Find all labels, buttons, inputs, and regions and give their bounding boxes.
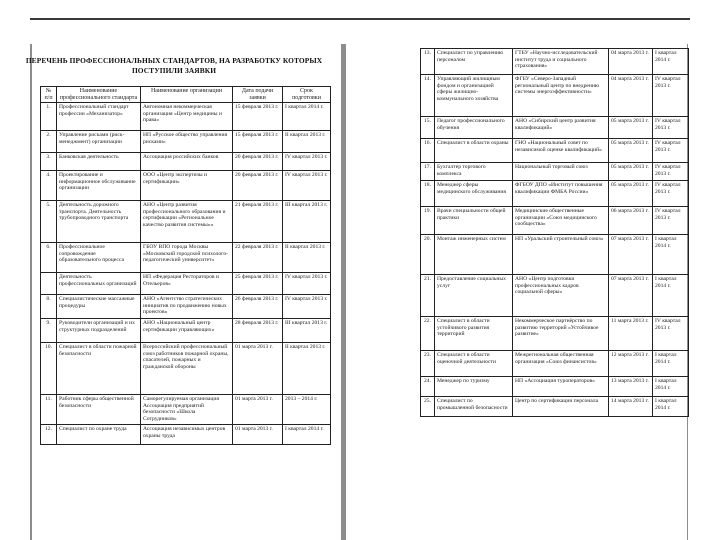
row-org: Всероссийский профессиональный союз работников пожарной охраны, спасателей, пожарных и гражданской обороны — [141, 343, 233, 395]
row-date: 06 марта 2013 г. — [609, 207, 653, 235]
row-name: Специалист в области устойчивого развития территорий — [435, 317, 513, 351]
table-row — [421, 49, 689, 75]
row-num: 17. — [421, 163, 435, 181]
table-row — [41, 395, 331, 425]
row-num: 23. — [421, 351, 435, 377]
row-num: 16. — [421, 139, 435, 163]
row-date: 01 марта 2013 г. — [233, 343, 283, 395]
row-date: 21 февраля 2013 г. — [233, 201, 283, 243]
row-org: ФГБОУ ДПО «Институт повышения квалификации ФМБА России» — [513, 181, 609, 207]
row-num: 4. — [41, 171, 57, 201]
row-name: Специалист в области охраны — [435, 139, 513, 163]
row-org: Национальный торговый союз — [513, 163, 609, 181]
row-term: IV квартал 2013 г. — [283, 273, 331, 295]
row-date: 07 марта 2013 г. — [609, 235, 653, 275]
row-name: Предоставление социальных услуг — [435, 275, 513, 317]
row-org: Ассоциация российских банков — [141, 153, 233, 171]
row-org: ООО «Центр экспертизы и сертификации» — [141, 171, 233, 201]
row-term: III квартал 2013 г. — [283, 319, 331, 343]
row-term: II квартал 2013 г. — [283, 131, 331, 153]
document-title: ПЕРЕЧЕНЬ ПРОФЕССИОНАЛЬНЫХ СТАНДАРТОВ, НА РАЗРАБОТКУ КОТОРЫХ ПОСТУПИЛИ ЗАЯВКИ — [25, 56, 323, 75]
row-org: Медицинские общественные организации «Союз медицинского сообщества» — [513, 207, 609, 235]
table-row — [421, 139, 689, 163]
row-num: 9. — [41, 319, 57, 343]
row-org: АНО «Агентство стратегических инициатив по продвижению новых проектов» — [141, 295, 233, 319]
row-num — [41, 273, 57, 295]
row-num: 8. — [41, 295, 57, 319]
table-row — [421, 117, 689, 139]
row-name: Педагог профессионального обучения — [435, 117, 513, 139]
row-org: ГБОУ ВПО города Москвы «Московский городской психолого-педагогический университет» — [141, 243, 233, 273]
row-org: НП «Ассоциация туроператоров» — [513, 377, 609, 397]
left-table-body — [41, 103, 331, 445]
row-num: 2. — [41, 131, 57, 153]
row-name: Профессиональный стандарт профессии «Механизатор» — [57, 103, 141, 131]
row-term: IV квартал 2013 г. — [283, 295, 331, 319]
row-num: 15. — [421, 117, 435, 139]
row-num: 21. — [421, 275, 435, 317]
row-name: Проектирование и информационное обслуживание организации — [57, 171, 141, 201]
row-date: 05 марта 2013 г. — [609, 163, 653, 181]
table-row — [421, 75, 689, 117]
toolbar-divider — [30, 18, 690, 20]
row-name: Менеджер по туризму — [435, 377, 513, 397]
row-name: Бухгалтер торгового комплекса — [435, 163, 513, 181]
table-row — [421, 207, 689, 235]
right-standards-table — [420, 48, 689, 417]
table-row — [41, 171, 331, 201]
row-num: 13. — [421, 49, 435, 75]
row-num: 3. — [41, 153, 57, 171]
row-org: ГНО «Национальный совет по независимой оценке квалификаций» — [513, 139, 609, 163]
row-name: Монтаж инженерных систем — [435, 235, 513, 275]
table-row — [421, 317, 689, 351]
row-date: 05 марта 2013 г. — [609, 117, 653, 139]
table-row — [421, 181, 689, 207]
row-org: АНО «Центр подготовки профессиональных кадров социальной сферы» — [513, 275, 609, 317]
row-org: Саморегулируемая организация Ассоциация предприятий безопасности «Школа Сотрудников» — [141, 395, 233, 425]
row-date: 26 февраля 2013 г. — [233, 295, 283, 319]
row-term: IV квартал 2013 г. — [653, 139, 689, 163]
row-name: Деятельность профессиональных организаций — [57, 273, 141, 295]
row-date: 04 марта 2013 г. — [609, 49, 653, 75]
table-row — [421, 377, 689, 397]
row-num: 14. — [421, 75, 435, 117]
row-date: 04 марта 2013 г. — [609, 75, 653, 117]
table-row — [41, 131, 331, 153]
row-name: Деятельность дорожного транспорта. Деятельность трубопроводного транспорта — [57, 201, 141, 243]
row-name: Специалист в области оценочной деятельности — [435, 351, 513, 377]
header-deadline: Срок подготовки — [283, 87, 331, 103]
row-term: 2013 – 2014 г. — [283, 395, 331, 425]
row-num: 22. — [421, 317, 435, 351]
row-date: 05 марта 2013 г. — [609, 181, 653, 207]
table-row — [421, 235, 689, 275]
table-row — [421, 163, 689, 181]
table-row — [41, 201, 331, 243]
row-org: ГТБУ «Научно-исследовательский институт труда и социального страхования» — [513, 49, 609, 75]
row-name: Специалист по управлению персоналом — [435, 49, 513, 75]
row-org: НП «Уральский строительный союз» — [513, 235, 609, 275]
row-date: 15 февраля 2013 г. — [233, 131, 283, 153]
row-date: 25 февраля 2013 г. — [233, 273, 283, 295]
row-name: Специалист по промышленной безопасности — [435, 397, 513, 417]
header-submission-date: Дата подачи заявки — [233, 87, 283, 103]
row-term: IV квартал 2013 г. — [653, 75, 689, 117]
row-date: 07 марта 2013 г. — [609, 275, 653, 317]
row-name: Врачи специальности общей практики — [435, 207, 513, 235]
row-term: IV квартал 2013 г. — [283, 153, 331, 171]
row-num: 20. — [421, 235, 435, 275]
row-date: 13 марта 2013 г. — [609, 377, 653, 397]
table-row — [41, 273, 331, 295]
row-date: 22 февраля 2013 г. — [233, 243, 283, 273]
row-term: I квартал 2014 г. — [653, 235, 689, 275]
table-row — [421, 275, 689, 317]
row-term: I квартал 2014 г. — [283, 425, 331, 445]
row-num: 11. — [41, 395, 57, 425]
row-org: АНО «Сибирский центр развития квалификаций» — [513, 117, 609, 139]
row-date: 28 февраля 2013 г. — [233, 319, 283, 343]
row-term: I квартал 2014 г. — [653, 377, 689, 397]
row-name: Управление рисками (риск-менеджмент) организации — [57, 131, 141, 153]
row-org: Автономная некоммерческая организация «Центр медицины и права» — [141, 103, 233, 131]
row-num: 1. — [41, 103, 57, 131]
header-standard-name: Наименование профессионального стандарта — [57, 87, 141, 103]
row-org: Центр по сертификации персонала — [513, 397, 609, 417]
table-row — [41, 295, 331, 319]
header-organization: Наименование организации — [141, 87, 233, 103]
table-row — [41, 319, 331, 343]
row-term: II квартал 2013 г. — [283, 243, 331, 273]
row-date: 15 февраля 2013 г. — [233, 103, 283, 131]
row-date: 01 марта 2013 г. — [233, 395, 283, 425]
row-date: 14 марта 2013 г. — [609, 397, 653, 417]
row-org: НП «Федерация Рестораторов и Отельеров» — [141, 273, 233, 295]
row-org: Некоммерческое партнёрство по развитию территорий «Устойчивое развитие» — [513, 317, 609, 351]
row-name: Специалист в области пожарной безопасности — [57, 343, 141, 395]
row-num: 24. — [421, 377, 435, 397]
row-term: II квартал 2013 г. — [283, 343, 331, 395]
row-date: 01 марта 2013 г. — [233, 425, 283, 445]
row-term: III квартал 2013 г. — [283, 201, 331, 243]
table-row — [41, 425, 331, 445]
row-term: I квартал 2014 г. — [653, 397, 689, 417]
table-row — [421, 397, 689, 417]
table-row — [41, 343, 331, 395]
header-number: № п/п — [41, 87, 57, 103]
row-date: 20 февраля 2013 г. — [233, 171, 283, 201]
row-org: АНО «Национальный центр сертификации управляющих» — [141, 319, 233, 343]
row-name: Профессиональное сопровождение образовательного процесса — [57, 243, 141, 273]
right-table-body — [421, 49, 689, 417]
row-name: Управляющий жилищным фондом и организацией сферы жилищно-коммунального хозяйства — [435, 75, 513, 117]
row-num: 12. — [41, 425, 57, 445]
row-name: Работник сферы общественной безопасности — [57, 395, 141, 425]
row-num: 19. — [421, 207, 435, 235]
table-row — [41, 243, 331, 273]
row-num: 6. — [41, 243, 57, 273]
row-term: I квартал 2014 г. — [653, 275, 689, 317]
row-org: АНО «Центр развития профессионального образования и сертификации «Региональное качество развития системы»» — [141, 201, 233, 243]
row-term: IV квартал 2013 г. — [653, 317, 689, 351]
row-term: IV квартал 2013 г. — [283, 171, 331, 201]
row-org: Межрегиональная общественная организация «Союз финансистов» — [513, 351, 609, 377]
row-org: НП «Русское общество управления рисками» — [141, 131, 233, 153]
row-name: Менеджер сферы медицинского обслуживания — [435, 181, 513, 207]
row-date: 11 марта 2013 г. — [609, 317, 653, 351]
left-standards-table — [40, 86, 331, 445]
row-term: I квартал 2014 г. — [283, 103, 331, 131]
row-name: Специалист по охране труда — [57, 425, 141, 445]
row-num: 25. — [421, 397, 435, 417]
table-header-row — [41, 87, 331, 103]
row-term: I квартал 2014 г. — [653, 49, 689, 75]
row-date: 12 марта 2013 г. — [609, 351, 653, 377]
row-term: I квартал 2014 г. — [653, 351, 689, 377]
table-row — [41, 153, 331, 171]
row-term: IV квартал 2013 г. — [653, 181, 689, 207]
row-num: 18. — [421, 181, 435, 207]
row-term: IV квартал 2013 г. — [653, 163, 689, 181]
table-row — [421, 351, 689, 377]
row-name: Банковская деятельность — [57, 153, 141, 171]
table-row — [41, 103, 331, 131]
row-org: Ассоциация независимых центров охраны труда — [141, 425, 233, 445]
row-num: 10. — [41, 343, 57, 395]
row-org: ФГБУ «Северо-Западный региональный центр по внедрению системы энергоэффективности» — [513, 75, 609, 117]
row-term: IV квартал 2013 г. — [653, 117, 689, 139]
row-date: 20 февраля 2013 г. — [233, 153, 283, 171]
row-date: 05 марта 2013 г. — [609, 139, 653, 163]
row-num: 5. — [41, 201, 57, 243]
row-term: IV квартал 2013 г. — [653, 207, 689, 235]
row-name: Специалистические массажные процедуры — [57, 295, 141, 319]
viewer-toolbar — [0, 0, 720, 24]
row-name: Руководители организаций и их структурных подразделений — [57, 319, 141, 343]
